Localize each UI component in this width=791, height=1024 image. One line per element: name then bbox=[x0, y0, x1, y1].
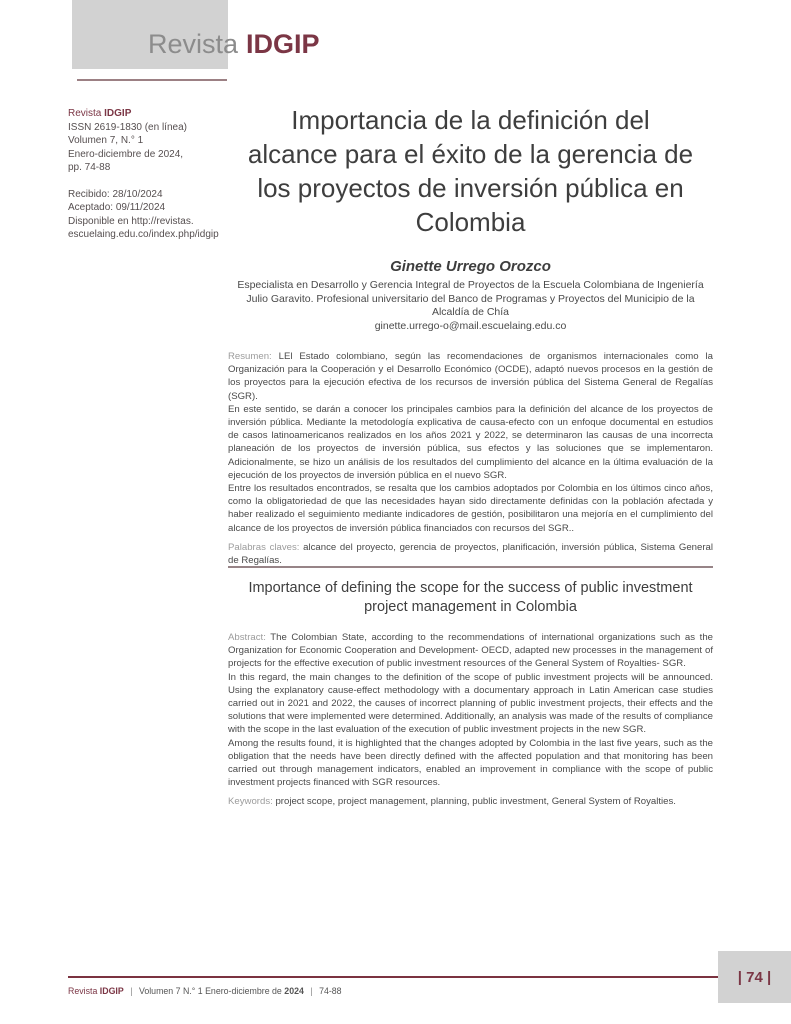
palabras-claves-label: Palabras claves: bbox=[228, 541, 304, 553]
sidebar-journal-acronym: IDGIP bbox=[104, 108, 132, 119]
journal-brand-name: IDGIP bbox=[246, 29, 320, 59]
title-en-line: Importance of defining the scope for the success of public investment bbox=[248, 580, 693, 596]
footer-separator: | bbox=[310, 986, 313, 996]
keywords bbox=[228, 795, 713, 808]
journal-brand bbox=[148, 31, 320, 58]
keywords-text: project scope, project management, planning, public investment, General System of Royalties. bbox=[275, 796, 676, 808]
footer-separator: | bbox=[130, 986, 133, 996]
available-url-line1[interactable]: Disponible en http://revistas. bbox=[68, 215, 194, 227]
abstract-text-1: The Colombian State, according to the recommendations of international organizations such as the Organization for Economic Cooperation and Development- OECD, adapted new processes in the management of projects for the effective execution of public investment resources of the General System of Royalties- SGR. bbox=[228, 632, 713, 670]
resumen-paragraph bbox=[228, 350, 713, 403]
pages-line: pp. 74-88 bbox=[68, 162, 111, 173]
journal-brand-prefix: Revista bbox=[148, 29, 239, 59]
article-metadata-sidebar bbox=[68, 107, 236, 242]
footer-journal-name: IDGIP bbox=[99, 986, 124, 996]
sidebar-journal-prefix: Revista bbox=[68, 108, 102, 119]
issn-line: ISSN 2619-1830 (en línea) bbox=[68, 121, 187, 133]
footer-divider bbox=[68, 976, 718, 978]
author-block bbox=[228, 258, 713, 333]
abstract-paragraph bbox=[228, 631, 713, 671]
title-es-line: alcance para el éxito de la gerencia de bbox=[247, 139, 694, 169]
title-en-line: project management in Colombia bbox=[364, 599, 577, 615]
palabras-claves-text: alcance del proyecto, gerencia de proyectos, planificación, inversión pública, Sistema General de Regalías. bbox=[228, 541, 713, 567]
palabras-claves bbox=[228, 541, 713, 567]
footer-running-title bbox=[68, 986, 342, 997]
sidebar-journal-name bbox=[68, 107, 236, 121]
resumen-text-1: LEl Estado colombiano, según las recomendaciones de organismos internacionales como la Organización para la Cooperación y el Desarrollo Económico (OCDE), adaptó nuevos procesos en la gestión de los proyectos para la ejecución efectiva de los recursos de inversión pública del Sistema General de Regalías (SGR). bbox=[228, 351, 713, 402]
received-date: Recibido: 28/10/2024 bbox=[68, 188, 163, 200]
resumen-paragraph: Entre los resultados encontrados, se resalta que los cambios adoptados por Colombia en los últimos cinco años, como la obligatoriedad de que las necesidades hayan sido directamente definidas con la población afectada y haber realizado el seguimiento mediante indicadores de gestión, posibilitaron una mejoría en el cumplimiento del alcance de los proyectos de inversión pública financiados con recursos del SGR.. bbox=[228, 483, 713, 534]
page-number-box bbox=[718, 951, 791, 1003]
footer-journal-prefix: Revista bbox=[68, 986, 98, 996]
keywords-label: Keywords: bbox=[228, 796, 276, 808]
article-title-en bbox=[228, 579, 713, 617]
abstract-paragraph: In this regard, the main changes to the definition of the scope of public investment projects will be announced. Using the explanatory cause-effect methodology with a documentary approach in Latin American case studies carried out in 2021 and 2022, the causes of incorrect planning of public investment projects, their effects and the solutions that were implemented were determined. Additionally, an analysis was made of the results of compliance with the scope in the last evaluation of the execution of public investment projects in the new SGR. bbox=[228, 671, 713, 736]
title-es-line: Colombia bbox=[415, 207, 526, 237]
volume-line: Volumen 7, N.° 1 bbox=[68, 135, 144, 146]
article-title-es bbox=[228, 103, 713, 239]
accepted-date: Aceptado: 09/11/2024 bbox=[68, 202, 166, 213]
abstract-paragraph: Among the results found, it is highlighted that the changes adopted by Colombia in the last five years, such as the obligation that the needs have been directly defined with the affected population and that monitoring has been carried out through management indicators, enabled an improvement in compliance with the scope of public investment projects financed with SGR resources. bbox=[228, 737, 713, 789]
period-line: Enero-diciembre de 2024, bbox=[68, 148, 184, 160]
author-name: Ginette Urrego Orozco bbox=[390, 258, 551, 275]
title-es-line: los proyectos de inversión pública en bbox=[257, 173, 684, 203]
header-divider bbox=[77, 79, 227, 81]
author-email[interactable]: ginette.urrego-o@mail.escuelaing.edu.co bbox=[374, 319, 567, 332]
page-number: | 74 | bbox=[737, 968, 772, 986]
footer-volume-info: Volumen 7 N.° 1 Enero-diciembre de bbox=[138, 986, 282, 996]
abstract-label: Abstract: bbox=[228, 632, 271, 643]
available-url-line2[interactable]: escuelaing.edu.co/index.php/idgip bbox=[68, 229, 219, 240]
abstract-section bbox=[228, 631, 713, 809]
spacer bbox=[68, 175, 236, 188]
resumen-paragraph: En este sentido, se darán a conocer los principales cambios para la definición del alcance de los proyectos de inversión pública. Mediante la metodología explicativa de causa-efecto con un enfoque documental en estudios de casos latinoamericanos realizados en los años 2021 y 2022, se determinaron las causas de una incorrecta planeación de los proyectos de inversión pública, sus efectos y las soluciones que se implementaron. Adicionalmente, se hizo un análisis de los resultados del cumplimiento del alcance en la última evaluación de la ejecución de los proyectos de inversión pública en el nuevo SGR. bbox=[228, 403, 713, 481]
footer-year: 2024 bbox=[284, 986, 304, 996]
resumen-section bbox=[228, 350, 713, 567]
section-divider bbox=[228, 566, 713, 568]
author-affiliation: Especialista en Desarrollo y Gerencia Integral de Proyectos de la Escuela Colombiana de Ingeniería Julio Garavito. Profesional universitario del Banco de Programas y Proyectos del Municipio de la Alcaldía de Chía bbox=[237, 279, 704, 318]
title-es-line: Importancia de la definición del bbox=[291, 105, 650, 135]
resumen-label: Resumen: bbox=[228, 351, 279, 362]
footer-pages: 74-88 bbox=[319, 986, 342, 996]
